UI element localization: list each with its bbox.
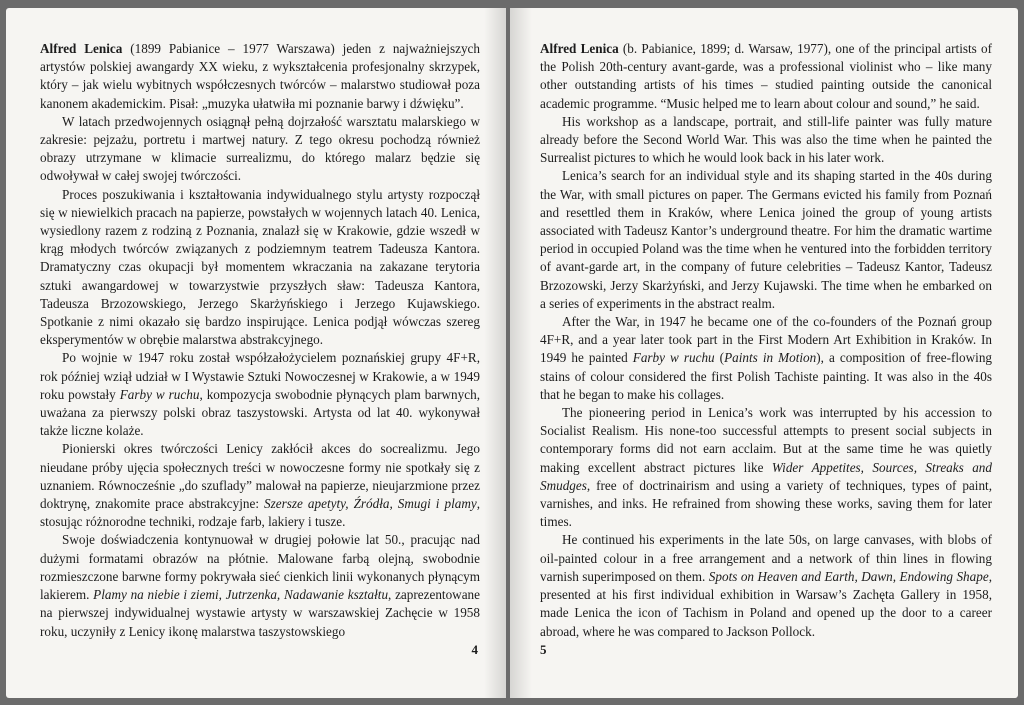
- page-number: 5: [540, 642, 547, 657]
- paragraph-text: Po wojnie w 1947 roku został współzałożycielem poznańskiej grupy 4F+R, rok później wziął udział w I Wystawie Sztuki Nowoczesnej w Krakowie, a w 1949 roku powstały: [40, 350, 480, 402]
- paragraph: [540, 313, 992, 404]
- artwork-title: Farby w ruchu: [632, 350, 715, 366]
- paragraph-text: ), a composition of free-flowing stains of colour considered the first Polish Tachiste painting. It was also in the 40s that he began to make his collages.: [540, 350, 993, 402]
- paragraph-text: Swoje doświadczenia kontynuował w drugiej połowie lat 50., pracując nad dużymi formatami obrazów na płótnie. Malowane farbą olejną, swobodnie rozmieszczone barwne formy pokrywała sieć cienkich linii wykonanych płynącym lakierem.: [40, 532, 480, 603]
- paragraph-text: (: [714, 350, 725, 366]
- artwork-title: Wider Appetites, Sources, Streaks and Smudges: [540, 459, 992, 493]
- paragraph: [540, 40, 992, 113]
- paragraph: [40, 349, 480, 440]
- paragraph: W latach przedwojennych osiągnął pełną dojrzałość warsztatu malarskiego w zakresie: pejzażu, portretu i martwej natury. Z tego okresu pochodzą również obrazy utrzymane w klimacie surrealizmu, do którego malarz będzie się odwoływał w całej swojej twórczości.: [40, 113, 480, 184]
- english-text-column: [540, 40, 992, 641]
- paragraph-text: , kompozycja swobodnie płynących plam barwnych, uważana za pierwszy polski obraz taszystowski. Artysta od lat 40. wykonywał także liczne kolaże.: [40, 386, 480, 439]
- gutter-shadow: [484, 8, 506, 698]
- paragraph: His workshop as a landscape, portrait, and still-life painter was fully mature already before the Second World War. This was also the time when he painted the Surrealist pictures to which he would look back in his later work.: [540, 113, 992, 166]
- paragraph: [540, 404, 992, 531]
- artwork-title: Farby w ruchu: [119, 386, 200, 402]
- paragraph-text: (b. Pabianice, 1899; d. Warsaw, 1977), one of the principal artists of the Polish 20th-century avant-garde, was a professional violinist who – like many other outstanding artists of his times – studied painting outside the canonical academic programme. “Music helped me to learn about colour and sound,” he said.: [540, 41, 992, 111]
- paragraph-text: After the War, in 1947 he became one of the co-founders of the Poznań group 4F+R, and a year later took part in the First Modern Art Exhibition in Kraków. In 1949 he painted: [540, 314, 992, 366]
- artist-name: Alfred Lenica: [540, 41, 619, 56]
- paragraph: [40, 440, 480, 531]
- gutter-shadow: [510, 8, 532, 698]
- paragraph: [540, 531, 992, 640]
- artwork-title: Szersze apetyty, Źródła, Smugi i plamy: [264, 496, 477, 512]
- right-page: [510, 8, 1018, 698]
- artwork-title: Spots on Heaven and Earth, Dawn, Endowing Shape: [708, 568, 989, 584]
- paragraph-text: , zaprezentowane na pierwszej indywidualnej wystawie artysty w warszawskiej Zachęcie w 1958 roku, uczyniły z Lenicy ikonę malarstwa taszystowskiego: [40, 587, 480, 639]
- paragraph-text: , presented at his first individual exhibition in Warsaw’s Zachęta Gallery in 1958, made Lenica the icon of Tachism in Poland and opened up the door to a career abroad, where he was compared to Jackson Pollock.: [540, 568, 992, 639]
- paragraph: [40, 531, 480, 640]
- paragraph-text: Pionierski okres twórczości Lenicy zakłócił akces do socrealizmu. Jego nieudane próby ujęcia społecznych treści w nowoczesne formy nie spotkały się z uznaniem. Równocześnie „do szuflady” malował na papierze, nieujarzmione przez doktrynę, znakomite prace abstrakcyjne:: [40, 441, 480, 512]
- artwork-title: Paints in Motion: [724, 350, 817, 366]
- paragraph: Proces poszukiwania i kształtowania indywidualnego stylu artysty rozpoczął się w niewielkich pracach na papierze, powstałych w wojennych latach 40. Lenica, wysiedlony razem z rodziną z Poznania, znalazł się w Krakowie, gdzie wszedł w krąg młodych twórców związanych z podziemnym teatrem Tadeusza Kantora. Dramatyczny czas okupacji był momentem wkraczania na zakazane terytoria sztuki awangardowej w towarzystwie przyszłych sław: Tadeusza Kantora, Tadeusza Brzozowskiego, Jerzego Skarżyńskiego i Jerzego Kujawskiego. Spotkanie z nimi okazało się bardzo inspirujące. Lenica podjął wówczas szereg eksperymentów w obrębie malarstwa abstrakcyjnego.: [40, 186, 480, 348]
- paragraph-text: He continued his experiments in the late 50s, on large canvases, with blobs of oil-painted colour in a free arrangement and a network of thin lines in flowing varnish superimposed on them.: [540, 532, 992, 584]
- paragraph: [40, 40, 480, 113]
- artist-name: Alfred Lenica: [40, 41, 123, 56]
- paragraph-text: , stosując różnorodne techniki, rodzaje farb, lakiery i tusze.: [40, 496, 480, 530]
- page-number: 4: [471, 642, 478, 657]
- paragraph-text: , free of doctrinairism and using a variety of techniques, types of paint, varnishes, and inks. He refrained from showing these works, saving them for later times.: [540, 477, 992, 530]
- polish-text-column: [40, 40, 480, 641]
- artwork-title: Plamy na niebie i ziemi, Jutrzenka, Nadawanie kształtu: [93, 587, 389, 603]
- paragraph-text: (1899 Pabianice – 1977 Warszawa) jeden z najważniejszych artystów polskiej awangardy XX wieku, z wykształcenia profesjonalny skrzypek, który – jak wielu wybitnych współczesnych twórców – malarstwo studiował poza kanonem akademickim. Pisał: „muzyka ułatwiła mi poznanie barwy i dźwięku”.: [40, 41, 480, 111]
- paragraph-text: The pioneering period in Lenica’s work was interrupted by his accession to Socialist Realism. His none-too successful attempts to present social subjects in contemporary forms did not earn acclaim. But at the same time he was quietly making excellent abstract pictures like: [540, 405, 992, 475]
- paragraph: Lenica’s search for an individual style and its shaping started in the 40s during the War, with small pictures on paper. The Germans evicted his family from Poznań and resettled them in Kraków, where Lenica joined the group of young artists associated with Tadeusz Kantor’s underground theatre. For him the dramatic wartime period in occupied Poland was the time when he ventured into the forbidden territory of avant-garde art, in the company of future celebrities – Tadeusz Kantor, Tadeusz Brzozowski, Jerzy Skarżyński, and Jerzy Kujawski. The time when he embarked on a series of experiments in the abstract realm.: [540, 168, 992, 311]
- left-page: [6, 8, 506, 698]
